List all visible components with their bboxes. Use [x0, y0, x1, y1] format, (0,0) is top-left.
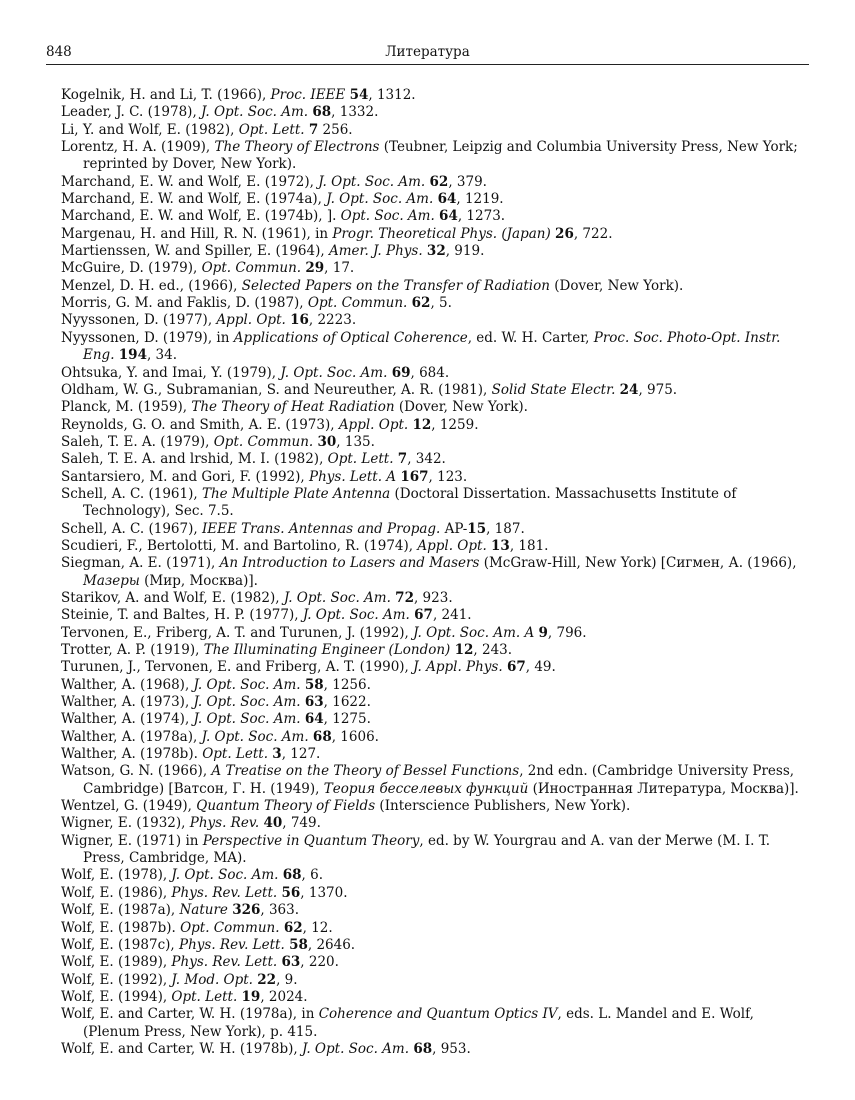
reference-italic-text: Proc. IEEE: [270, 87, 346, 103]
reference-volume: 64: [437, 191, 457, 208]
reference-entry: [61, 729, 813, 746]
reference-italic-text: Nature: [179, 902, 228, 919]
reference-text: Walther, A. (1978a),: [61, 728, 202, 745]
reference-text: Marchand, E. W. and Wolf, E. (1972),: [61, 173, 319, 190]
reference-italic-text: Appl. Opt.: [417, 537, 487, 554]
reference-italic-text: J. Opt. Soc. Am.: [193, 694, 301, 711]
reference-text: Watson, G. N. (1966),: [61, 763, 212, 780]
reference-entry: [61, 937, 813, 954]
reference-text: McGuire, D. (1979),: [61, 260, 202, 277]
reference-italic-text: Selected Papers on the Transfer of Radiation: [241, 277, 550, 294]
reference-text: Wolf, E. and Carter, W. H. (1978a), in: [61, 1006, 319, 1023]
reference-text: Planck, M. (1959),: [61, 399, 192, 416]
reference-volume: 29: [305, 260, 325, 277]
reference-italic-text: An Introduction to Lasers and Masers: [219, 555, 480, 572]
reference-italic-text: Opt. Lett.: [238, 121, 305, 138]
reference-italic-text: J. Opt. Soc. Am.: [201, 728, 309, 745]
reference-text: , 1219.: [456, 191, 504, 208]
reference-text: , 17.: [324, 260, 355, 277]
reference-text: Wigner, E. (1971) in: [61, 832, 203, 849]
reference-text: Steinie, T. and Baltes, H. P. (1977),: [61, 607, 303, 624]
reference-entry: [61, 191, 813, 208]
reference-volume: 68: [312, 728, 332, 745]
reference-entry: [61, 208, 813, 225]
reference-volume: 167: [400, 468, 429, 485]
reference-text: , 34.: [146, 347, 178, 364]
reference-volume: 58: [289, 936, 308, 953]
reference-text: , 127.: [281, 746, 321, 763]
reference-entry: [61, 122, 813, 139]
reference-italic-text: Opt. Commun.: [201, 260, 302, 277]
reference-text: , 796.: [547, 624, 587, 641]
reference-entry: [61, 260, 813, 277]
reference-text: , 953.: [432, 1040, 471, 1057]
reference-italic-text: IEEE Trans. Antennas and Propag.: [201, 520, 441, 537]
reference-italic-text: J. Opt. Soc. Am.: [193, 711, 301, 728]
reference-italic-text: A Treatise on the Theory of Bessel Functions: [211, 763, 520, 780]
reference-text: Reynolds, G. O. and Smith, A. E. (1973),: [61, 416, 339, 433]
reference-text: Turunen, J., Tervonen, E. and Friberg, A. T. (1990),: [61, 659, 414, 676]
reference-text: Martienssen, W. and Spiller, E. (1964),: [61, 243, 329, 260]
reference-text: 256.: [318, 121, 353, 138]
reference-entry: [61, 954, 813, 971]
reference-volume: 26: [555, 225, 574, 242]
reference-text: , ed. by W. Yourgrau and A. van der Merwe (M. I. T. Press, Cambridge, MA).: [83, 832, 771, 867]
reference-volume: 13: [491, 537, 510, 554]
reference-entry: [61, 1041, 813, 1058]
reference-volume: 68: [312, 104, 332, 121]
reference-text: , 12.: [302, 919, 333, 936]
reference-entry: [61, 815, 813, 832]
reference-text: Marchand, E. W. and Wolf, E. (1974b), ].: [61, 208, 341, 225]
reference-italic-text: J. Opt. Soc. Am.: [171, 867, 279, 884]
reference-volume: 16: [290, 312, 309, 329]
reference-volume: 67: [506, 659, 526, 676]
reference-italic-text: The Multiple Plate Antenna: [201, 485, 391, 502]
reference-italic-text: The Illuminating Engineer (London): [203, 642, 451, 658]
reference-italic-text: Теория бесселевых функций: [323, 780, 529, 797]
reference-volume: 30: [317, 433, 337, 450]
reference-text: , ed. W. H. Carter,: [467, 329, 594, 346]
reference-entry: [61, 139, 813, 174]
reference-text: , 220.: [300, 954, 339, 971]
reference-entry: [61, 555, 813, 590]
reference-entry: [61, 399, 813, 416]
reference-entry: [61, 174, 813, 191]
reference-entry: [61, 382, 813, 399]
reference-volume: 56: [281, 884, 301, 901]
reference-entry: [61, 1006, 813, 1041]
reference-italic-text: J. Appl. Phys.: [413, 659, 503, 676]
reference-text: (Dover, New York).: [549, 277, 684, 294]
reference-text: Ohtsuka, Y. and Imai, Y. (1979),: [61, 364, 281, 381]
reference-entry: [61, 867, 813, 884]
reference-italic-text: Phys. Rev.: [189, 815, 260, 832]
reference-italic-text: Мазеры: [83, 572, 140, 589]
reference-volume: 58: [304, 676, 324, 693]
reference-italic-text: The Theory of Heat Radiation: [191, 399, 395, 416]
page-header: [46, 44, 809, 62]
reference-volume: 68: [282, 867, 302, 884]
reference-volume: 62: [429, 173, 449, 190]
reference-text: , 2223.: [308, 312, 357, 329]
reference-volume: 9: [538, 624, 548, 641]
reference-text: Walther, A. (1968),: [61, 676, 194, 693]
reference-list: [61, 87, 813, 1058]
reference-text: Santarsiero, M. and Gori, F. (1992),: [61, 468, 309, 485]
reference-text: Walther, A. (1978b).: [61, 746, 203, 763]
reference-text: , eds. L. Mandel and E. Wolf, (Plenum Press, New York), p. 415.: [83, 1006, 754, 1040]
reference-text: , 2024.: [260, 988, 308, 1005]
reference-text: Wolf, E. (1989),: [61, 954, 172, 971]
reference-text: AP-: [440, 520, 468, 537]
reference-text: , 1312.: [368, 87, 416, 103]
reference-text: , 187.: [486, 520, 525, 537]
reference-volume: 7: [397, 451, 408, 468]
reference-italic-text: J. Opt. Soc. Am.: [193, 676, 301, 693]
reference-italic-text: Phys. Rev. Lett.: [171, 884, 278, 901]
reference-text: Starikov, A. and Wolf, E. (1982),: [61, 589, 284, 606]
reference-text: (Иностранная Литература, Москва)].: [528, 780, 799, 797]
reference-volume: 12: [454, 642, 474, 658]
reference-italic-text: J. Opt. Soc. Am.: [302, 607, 410, 624]
reference-volume: 63: [304, 694, 324, 711]
reference-entry: [61, 434, 813, 451]
reference-volume: 68: [413, 1040, 433, 1057]
reference-italic-text: Appl. Opt.: [216, 312, 286, 329]
reference-text: , 684.: [410, 364, 450, 381]
reference-text: Scudieri, F., Bertolotti, M. and Bartolino, R. (1974),: [61, 537, 418, 554]
reference-volume: 22: [257, 971, 277, 988]
reference-text: Nyyssonen, D. (1977),: [61, 312, 217, 329]
reference-entry: [61, 590, 813, 607]
reference-italic-text: J. Mod. Opt.: [171, 971, 253, 988]
reference-italic-text: Solid State Electr.: [491, 381, 616, 398]
reference-text: , 1370.: [300, 884, 348, 901]
reference-entry: [61, 763, 813, 798]
reference-entry: [61, 226, 813, 243]
reference-text: Saleh, T. E. A. and lrshid, M. I. (1982),: [61, 451, 328, 468]
reference-entry: [61, 711, 813, 728]
reference-volume: 7: [308, 121, 319, 138]
reference-entry: [61, 365, 813, 382]
reference-text: Kogelnik, H. and Li, T. (1966),: [61, 87, 271, 103]
reference-text: Wolf, E. (1994),: [61, 988, 172, 1005]
reference-text: Li, Y. and Wolf, E. (1982),: [61, 121, 239, 138]
reference-text: Wolf, E. and Carter, W. H. (1978b),: [61, 1040, 302, 1057]
reference-italic-text: Coherence and Quantum Optics IV: [318, 1006, 558, 1023]
reference-text: (Interscience Publishers, New York).: [375, 798, 631, 815]
reference-italic-text: J. Opt. Soc. Am. A: [413, 624, 535, 641]
reference-entry: [61, 538, 813, 555]
reference-text: Menzel, D. H. ed., (1966),: [61, 277, 242, 294]
reference-text: , 923.: [413, 589, 453, 606]
reference-italic-text: J. Opt. Soc. Am.: [283, 589, 391, 606]
reference-volume: 19: [241, 988, 261, 1005]
reference-italic-text: J. Opt. Soc. Am.: [201, 104, 309, 121]
reference-volume: 12: [412, 416, 432, 433]
reference-entry: [61, 677, 813, 694]
reference-text: , 722.: [573, 225, 613, 242]
reference-volume: 63: [281, 954, 301, 971]
reference-text: Wolf, E. (1987c),: [61, 936, 179, 953]
reference-italic-text: Amer. J. Phys.: [328, 243, 423, 260]
reference-entry: [61, 521, 813, 538]
reference-text: , 135.: [336, 433, 375, 450]
reference-italic-text: Proc. Soc. Photo-Opt. Instr. Eng.: [83, 329, 781, 364]
reference-text: Wolf, E. (1987b).: [61, 919, 181, 936]
reference-volume: 72: [395, 589, 414, 606]
reference-volume: 40: [263, 815, 283, 832]
reference-volume: 3: [272, 746, 282, 763]
reference-text: Walther, A. (1973),: [61, 694, 194, 711]
reference-text: Wolf, E. (1987a),: [61, 902, 180, 919]
reference-volume: 67: [414, 607, 433, 624]
reference-text: , 49.: [525, 659, 556, 676]
reference-italic-text: Opt. Commun.: [307, 295, 408, 312]
reference-text: (Teubner, Leipzig and Columbia University Press, New York; reprinted by Dover, New York).: [83, 139, 798, 173]
reference-text: , 975.: [638, 381, 678, 398]
reference-entry: [61, 451, 813, 468]
reference-text: Marchand, E. W. and Wolf, E. (1974a),: [61, 191, 327, 208]
reference-text: , 1275.: [323, 711, 371, 728]
reference-text: , 2nd edn. (Cambridge University Press, Cambridge) [Ватсон, Г. Н. (1949),: [83, 763, 795, 797]
reference-text: , 2646.: [307, 936, 356, 953]
reference-text: Oldham, W. G., Subramanian, S. and Neureuther, A. R. (1981),: [61, 381, 492, 398]
reference-volume: 24: [619, 381, 639, 398]
reference-volume: 15: [467, 520, 487, 537]
reference-entry: [61, 989, 813, 1006]
reference-entry: [61, 330, 813, 365]
reference-italic-text: Opt. Soc. Am.: [340, 208, 435, 225]
reference-italic-text: J. Opt. Soc. Am.: [318, 173, 426, 190]
reference-text: , 1259.: [431, 416, 479, 433]
reference-volume: 62: [411, 295, 431, 312]
reference-text: Nyyssonen, D. (1979), in: [61, 329, 234, 346]
reference-italic-text: Phys. Rev. Lett.: [171, 954, 278, 971]
reference-text: , 5.: [430, 295, 452, 312]
reference-volume: 64: [439, 208, 458, 225]
running-title: Литература: [385, 44, 470, 60]
reference-entry: [61, 833, 813, 868]
reference-volume: 326: [232, 902, 261, 919]
reference-volume: 194: [118, 347, 147, 364]
reference-italic-text: Opt. Lett.: [327, 451, 394, 468]
reference-text: , 919.: [445, 243, 485, 260]
reference-entry: [61, 885, 813, 902]
reference-italic-text: J. Opt. Soc. Am.: [280, 364, 388, 381]
reference-text: , 1256.: [323, 676, 371, 693]
reference-text: Tervonen, E., Friberg, A. T. and Turunen, J. (1992),: [61, 624, 414, 641]
reference-text: Trotter, A. P. (1919),: [61, 642, 204, 658]
reference-entry: [61, 486, 813, 521]
reference-text: Lorentz, H. A. (1909),: [61, 139, 215, 156]
reference-text: , 1622.: [323, 694, 371, 711]
reference-entry: [61, 625, 813, 642]
reference-text: , 379.: [448, 173, 487, 190]
reference-italic-text: Opt. Commun.: [180, 919, 280, 936]
reference-text: Siegman, A. E. (1971),: [61, 555, 220, 572]
reference-entry: [61, 278, 813, 295]
reference-entry: [61, 642, 813, 659]
reference-entry: [61, 104, 813, 121]
reference-volume: 62: [283, 919, 303, 936]
reference-text: Wigner, E. (1932),: [61, 815, 190, 832]
reference-italic-text: J. Opt. Soc. Am.: [301, 1040, 410, 1057]
reference-text: Schell, A. C. (1961),: [61, 485, 202, 502]
reference-text: , 123.: [428, 468, 468, 485]
reference-italic-text: Phys. Lett. A: [308, 468, 397, 485]
reference-entry: [61, 972, 813, 989]
reference-entry: [61, 920, 813, 937]
reference-italic-text: Appl. Opt.: [338, 416, 409, 433]
reference-text: , 749.: [282, 815, 321, 832]
reference-italic-text: Perspective in Quantum Theory: [202, 832, 420, 849]
reference-text: , 363.: [260, 902, 300, 919]
reference-entry: [61, 295, 813, 312]
reference-text: Wolf, E. (1986),: [61, 884, 172, 901]
reference-entry: [61, 659, 813, 676]
reference-italic-text: Progr. Theoretical Phys. (Japan): [332, 225, 551, 242]
reference-entry: [61, 746, 813, 763]
reference-italic-text: The Theory of Electrons: [214, 139, 380, 156]
reference-italic-text: Opt. Lett.: [202, 746, 268, 763]
reference-entry: [61, 798, 813, 815]
reference-italic-text: J. Opt. Soc. Am.: [326, 191, 434, 208]
reference-entry: [61, 312, 813, 329]
reference-italic-text: Opt. Lett.: [171, 988, 238, 1005]
reference-entry: [61, 417, 813, 434]
reference-text: , 243.: [473, 642, 513, 658]
reference-text: , 241.: [432, 607, 472, 624]
reference-entry: [61, 243, 813, 260]
reference-entry: [61, 694, 813, 711]
reference-volume: 64: [304, 711, 324, 728]
reference-text: Margenau, H. and Hill, R. N. (1961), in: [61, 225, 333, 242]
reference-text: Walther, A. (1974),: [61, 711, 194, 728]
reference-entry: [61, 87, 813, 104]
reference-volume: 69: [391, 364, 411, 381]
reference-text: Morris, G. M. and Faklis, D. (1987),: [61, 295, 308, 312]
header-rule: [46, 64, 809, 65]
reference-text: , 9.: [276, 971, 298, 988]
reference-entry: [61, 607, 813, 624]
reference-text: Wentzel, G. (1949),: [61, 798, 197, 815]
reference-text: (Мир, Москва)].: [139, 572, 258, 589]
reference-volume: 54: [349, 87, 369, 103]
reference-entry: [61, 902, 813, 919]
reference-text: Wolf, E. (1978),: [61, 867, 172, 884]
reference-text: , 1273.: [457, 208, 506, 225]
reference-italic-text: Opt. Commun.: [213, 433, 314, 450]
reference-text: , 1606.: [331, 728, 379, 745]
reference-entry: [61, 469, 813, 486]
reference-text: (McGraw-Hill, New York) [Сигмен, А. (1966),: [479, 555, 797, 572]
reference-text: (Dover, New York).: [394, 399, 528, 416]
reference-text: , 181.: [509, 537, 549, 554]
reference-text: , 1332.: [331, 104, 379, 121]
reference-text: Leader, J. C. (1978),: [61, 104, 202, 121]
reference-text: Saleh, T. E. A. (1979),: [61, 433, 214, 450]
reference-text: , 342.: [407, 451, 446, 468]
page-number: 848: [46, 44, 72, 60]
reference-volume: 32: [426, 243, 446, 260]
reference-italic-text: Applications of Optical Coherence: [233, 329, 468, 346]
reference-text: , 6.: [301, 867, 324, 884]
reference-text: (Doctoral Dissertation. Massachusetts Institute of Technology), Sec. 7.5.: [83, 485, 737, 520]
reference-italic-text: Quantum Theory of Fields: [196, 798, 376, 815]
reference-text: Wolf, E. (1992),: [61, 971, 172, 988]
reference-text: Schell, A. C. (1967),: [61, 520, 202, 537]
reference-italic-text: Phys. Rev. Lett.: [178, 936, 285, 953]
